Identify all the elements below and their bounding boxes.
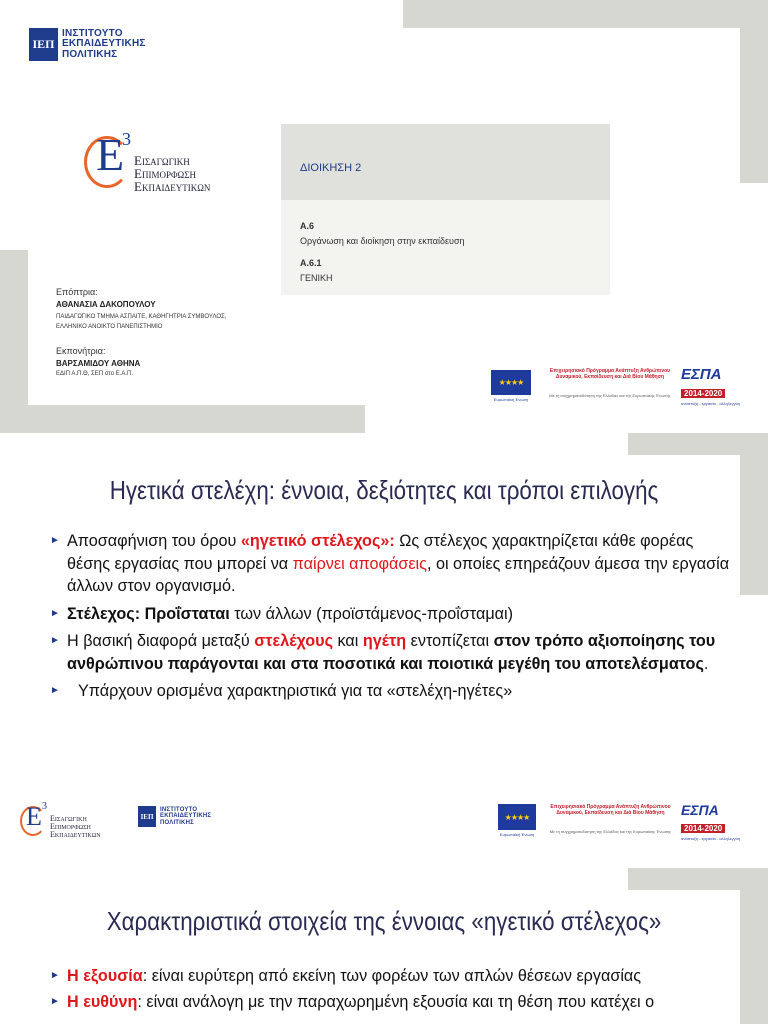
- bullet-item: ► Η βασική διαφορά μεταξύ στελέχους και ηγέτη εντοπίζεται στον τρόπο αξιοποίησης του ανθρώπινου παράγονται και στα ποσοτικά και ποιοτικά μεγέθη του αποτελέσματος.: [50, 632, 716, 673]
- iep-logo: [29, 28, 146, 61]
- content-slide-1: [0, 433, 768, 848]
- title-card: [281, 124, 610, 295]
- espa-tag: ανάπτυξη - εργασία - αλληλεγγύη: [681, 401, 741, 406]
- programme-text: Επιχειρησιακό Πρόγραμμα Ανάπτυξη Ανθρώπινου Δυναμικού, Εκπαίδευση και Διά Βίου Μάθηση: [549, 368, 671, 381]
- iep-line3: ΠΟΛΙΤΙΚΗΣ: [62, 48, 118, 60]
- iep-logo-small: [138, 806, 211, 827]
- trainer-label: Εκπονήτρια:: [56, 346, 106, 356]
- triangle-bullet-icon: ►: [50, 607, 60, 619]
- iep-mark: ΙΕΠ: [29, 28, 58, 61]
- e3-exponent: 3: [122, 129, 131, 149]
- section-title: Οργάνωση και διοίκηση στην εκπαίδευση: [300, 236, 465, 246]
- e3-line3: Εκπαιδευτικων: [134, 179, 211, 194]
- bullet-item: ► Υπάρχουν ορισμένα χαρακτηριστικά για τα «στελέχη-ηγέτες»: [50, 680, 730, 703]
- e3-line2: Επιμορφωση: [50, 822, 91, 831]
- supervisor-role-1: ΠΑΙΔΑΓΩΓΙΚΟ ΤΜΗΜΑ ΑΣΠΑΙΤΕ, ΚΑΘΗΓΗΤΡΙΑ ΣΥΜΒΟΥΛΟΣ,: [56, 314, 227, 320]
- bullet-item: ► Η ευθύνη: είναι ανάλογη με την παραχωρημένη εξουσία και τη θέση που κατέχει ο: [50, 990, 730, 1014]
- espa-word: ΕΣΠΑ: [681, 802, 719, 818]
- e3-exponent: 3: [42, 801, 47, 812]
- e3-line1: Εισαγωγικη: [134, 153, 190, 168]
- eu-flag-icon: ★★★★: [498, 804, 536, 830]
- bullet-list: [50, 964, 730, 1019]
- deco-band-top: [628, 433, 768, 455]
- iep-line1: ΙΝΣΤΙΤΟΥΤΟ: [160, 807, 198, 814]
- eu-caption: Ευρωπαϊκή Ένωση: [493, 397, 529, 402]
- espa-years: 2014-2020: [681, 389, 725, 398]
- deco-band-left: [0, 250, 28, 405]
- deco-band-top: [628, 868, 768, 890]
- programme-text: Επιχειρησιακό Πρόγραμμα Ανάπτυξη Ανθρώπινου Δυναμικού, Εκπαίδευση και Διά Βίου Μάθηση: [550, 804, 671, 817]
- deco-band-right: [740, 890, 768, 1024]
- eu-flag-icon: ★★★★: [491, 370, 531, 395]
- espa-logo: [681, 802, 741, 841]
- bullet-item: ► Αποσαφήνιση του όρου «ηγετικό στέλεχος»: Ως στέλεχος χαρακτηρίζεται κάθε φορέας θέσης εργασίας που μπορεί να παίρνει αποφάσεις, οι οποίες επηρεάζουν άμεσα την εργασία άλλων στον οργανισμό.: [50, 532, 730, 595]
- cofinance-text: Με τη συγχρηματοδότηση της Ελλάδας και της Ευρωπαϊκής Ένωσης: [549, 393, 671, 398]
- deco-band-bottom: [0, 405, 365, 433]
- triangle-bullet-icon: ►: [50, 635, 60, 646]
- iep-line1: ΙΝΣΤΙΤΟΥΤΟ: [62, 27, 123, 39]
- content-slide-2: [0, 868, 768, 1024]
- triangle-bullet-icon: ►: [50, 970, 60, 981]
- e3-mark: Ε: [96, 129, 125, 180]
- triangle-bullet-icon: ►: [50, 996, 60, 1007]
- iep-mark: ΙΕΠ: [138, 806, 156, 827]
- bullet-list: [50, 530, 730, 708]
- deco-band-right: [740, 455, 768, 595]
- slide-heading: Χαρακτηριστικά στοιχεία της έννοιας «ηγετικό στέλεχος»: [106, 906, 662, 936]
- e3-mark: Ε: [26, 802, 42, 831]
- espa-years: 2014-2020: [681, 824, 725, 833]
- subsection-code: Α.6.1: [300, 258, 322, 268]
- e3-logo: [84, 130, 264, 200]
- supervisor-role-2: ΕΛΛΗΝΙΚΟ ΑΝΟΙΚΤΟ ΠΑΝΕΠΙΣΤΗΜΙΟ: [56, 324, 163, 330]
- e3-line3: Εκπαιδευτικων: [50, 830, 101, 839]
- section-code: Α.6: [300, 221, 315, 231]
- iep-line3: ΠΟΛΙΤΙΚΗΣ: [160, 819, 194, 826]
- e3-line1: Εισαγωγικη: [50, 814, 87, 823]
- slide-heading: Ηγετικά στελέχη: έννοια, δεξιότητες και τρόποι επιλογής: [109, 475, 659, 505]
- triangle-bullet-icon: ►: [50, 535, 60, 546]
- bullet-item: ► Στέλεχος: Προΐσταται των άλλων (προϊστάμενος-προΐσταμαι): [50, 603, 730, 626]
- course-title: ΔΙΟΙΚΗΣΗ 2: [300, 162, 362, 174]
- triangle-bullet-icon: ►: [50, 685, 60, 696]
- iep-line2: ΕΚΠΑΙΔΕΥΤΙΚΗΣ: [62, 38, 146, 50]
- espa-word: ΕΣΠΑ: [681, 366, 722, 383]
- e3-line2: Επιμορφωση: [134, 166, 196, 181]
- espa-tag: ανάπτυξη - εργασία - αλληλεγγύη: [681, 836, 741, 841]
- iep-line2: ΕΚΠΑΙΔΕΥΤΙΚΗΣ: [160, 813, 212, 820]
- credits: [56, 287, 226, 377]
- eu-caption: Ευρωπαϊκή Ένωση: [499, 832, 535, 837]
- espa-logo: [681, 366, 741, 406]
- slide-footer: [0, 801, 768, 848]
- subsection-title: ΓΕΝΙΚΗ: [300, 273, 333, 283]
- e3-logo-small: [20, 801, 130, 844]
- title-slide: [0, 0, 768, 433]
- deco-band-top: [403, 0, 768, 28]
- bullet-item: ► Η εξουσία: είναι ευρύτερη από εκείνη των φορέων των απλών θέσεων εργασίας: [50, 964, 730, 988]
- trainer-name: ΒΑΡΣΑΜΙΔΟΥ ΑΘΗΝΑ: [56, 359, 141, 368]
- supervisor-label: Επόπτρια:: [56, 287, 98, 297]
- supervisor-name: ΑΘΑΝΑΣΙΑ ΔΑΚΟΠΟΥΛΟΥ: [56, 300, 156, 309]
- deco-band-right: [740, 28, 768, 183]
- cofinance-text: Με τη συγχρηματοδότηση της Ελλάδας και της Ευρωπαϊκής Ένωσης: [549, 829, 672, 834]
- trainer-role: ΕΔΙΠ Α.Π.Θ, ΣΕΠ στο Ε.Α.Π.: [56, 371, 134, 377]
